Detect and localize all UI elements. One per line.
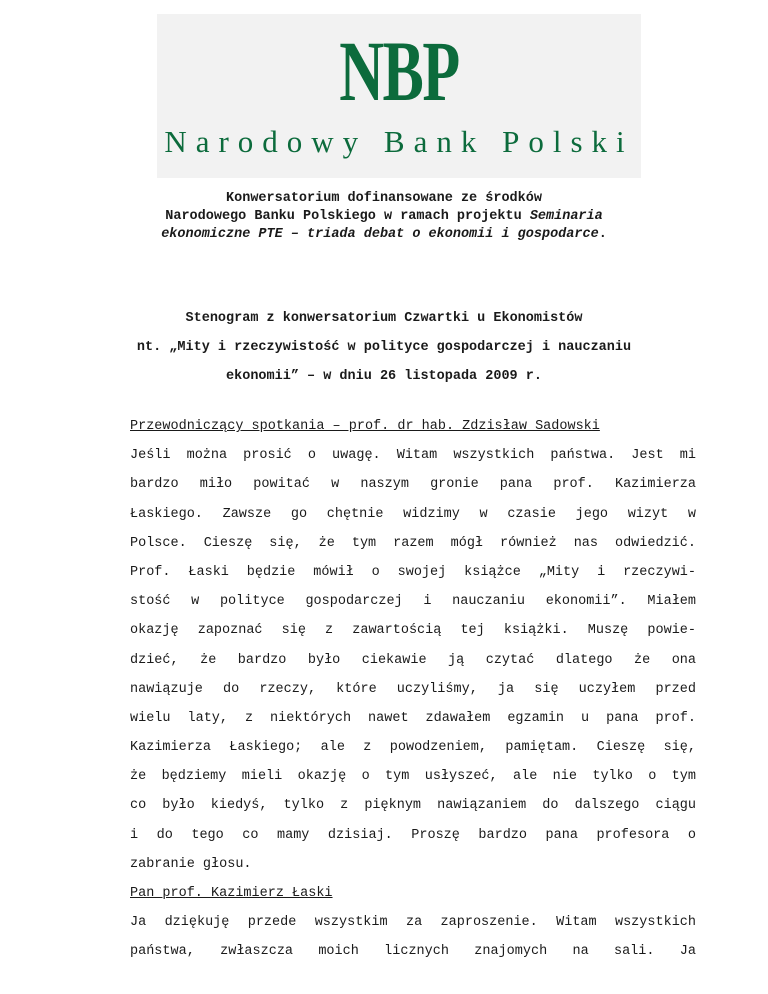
paragraph-line: co było kiedyś, tylko z pięknym nawiązaniem do dalszego ciągu	[130, 798, 696, 814]
speaker-heading: Przewodniczący spotkania – prof. dr hab. Zdzisław Sadowski	[130, 419, 600, 434]
document-title	[100, 304, 668, 391]
funding-line-3-end: .	[598, 227, 607, 242]
paragraph-line: bardzo miło powitać w naszym gronie pana prof. Kazimierza	[130, 477, 696, 493]
paragraph-line: dzieć, że bardzo było ciekawie ją czytać dlatego że ona	[130, 652, 696, 668]
paragraph-line: Ja dziękuję przede wszystkim za zaproszenie. Witam wszystkich	[130, 915, 696, 931]
title-line-3: ekonomii” – w dniu 26 listopada 2009 r.	[226, 369, 542, 384]
paragraph-line: i do tego co mamy dzisiaj. Proszę bardzo pana profesora o	[130, 827, 696, 843]
funding-line-3	[100, 226, 668, 244]
paragraph-line: stość w polityce gospodarczej i nauczaniu ekonomii”. Miałem	[130, 594, 696, 610]
funding-line-3-italic: ekonomiczne PTE – triada debat o ekonomii i gospodarce	[161, 227, 599, 242]
logo-bank-name: Narodowy Bank Polski	[164, 124, 634, 159]
paragraph-line: państwa, zwłaszcza moich licznych znajomych na sali. Ja	[130, 944, 696, 960]
paragraph-line: Prof. Łaski będzie mówił o swojej książce „Mity i rzeczywi-	[130, 564, 696, 580]
paragraph-line: wielu laty, z niektórych nawet zdawałem egzamin u pana prof.	[130, 710, 696, 726]
paragraph-line: Jeśli można prosić o uwagę. Witam wszystkich państwa. Jest mi	[130, 448, 696, 464]
paragraph-line: Łaskiego. Zawsze go chętnie widzimy w czasie jego wizyt w	[130, 506, 696, 522]
funding-line-1: Konwersatorium dofinansowane ze środków	[226, 191, 542, 206]
paragraph-line: Polsce. Cieszę się, że tym razem mógł również nas odwiedzić.	[130, 535, 696, 551]
paragraph-line: Kazimierza Łaskiego; ale z powodzeniem, pamiętam. Cieszę się,	[130, 740, 696, 756]
title-line-2: nt. „Mity i rzeczywistość w polityce gospodarczej i nauczaniu	[136, 340, 632, 355]
paragraph-line: że będziemy mieli okazję o tym usłyszeć, ale nie tylko o tym	[130, 769, 696, 785]
funding-line-2	[100, 208, 668, 226]
funding-note	[100, 190, 668, 244]
transcript-body	[130, 412, 696, 967]
funding-line-2-italic: Seminaria	[529, 209, 603, 224]
speaker-heading: Pan prof. Kazimierz Łaski	[130, 886, 333, 901]
paragraph-line: nawiązuje do rzeczy, które uczyliśmy, ja się uczyłem przed	[130, 681, 696, 697]
paragraph-line: okazję zapoznać się z zawartością tej książki. Muszę powie-	[130, 623, 696, 639]
nbp-logo	[157, 14, 641, 178]
paragraph-line-last: zabranie głosu.	[130, 856, 252, 872]
logo-mark: NBP	[339, 23, 459, 119]
title-line-1: Stenogram z konwersatorium Czwartki u Ekonomistów	[185, 311, 583, 326]
funding-line-2-text: Narodowego Banku Polskiego w ramach projektu	[165, 209, 530, 224]
